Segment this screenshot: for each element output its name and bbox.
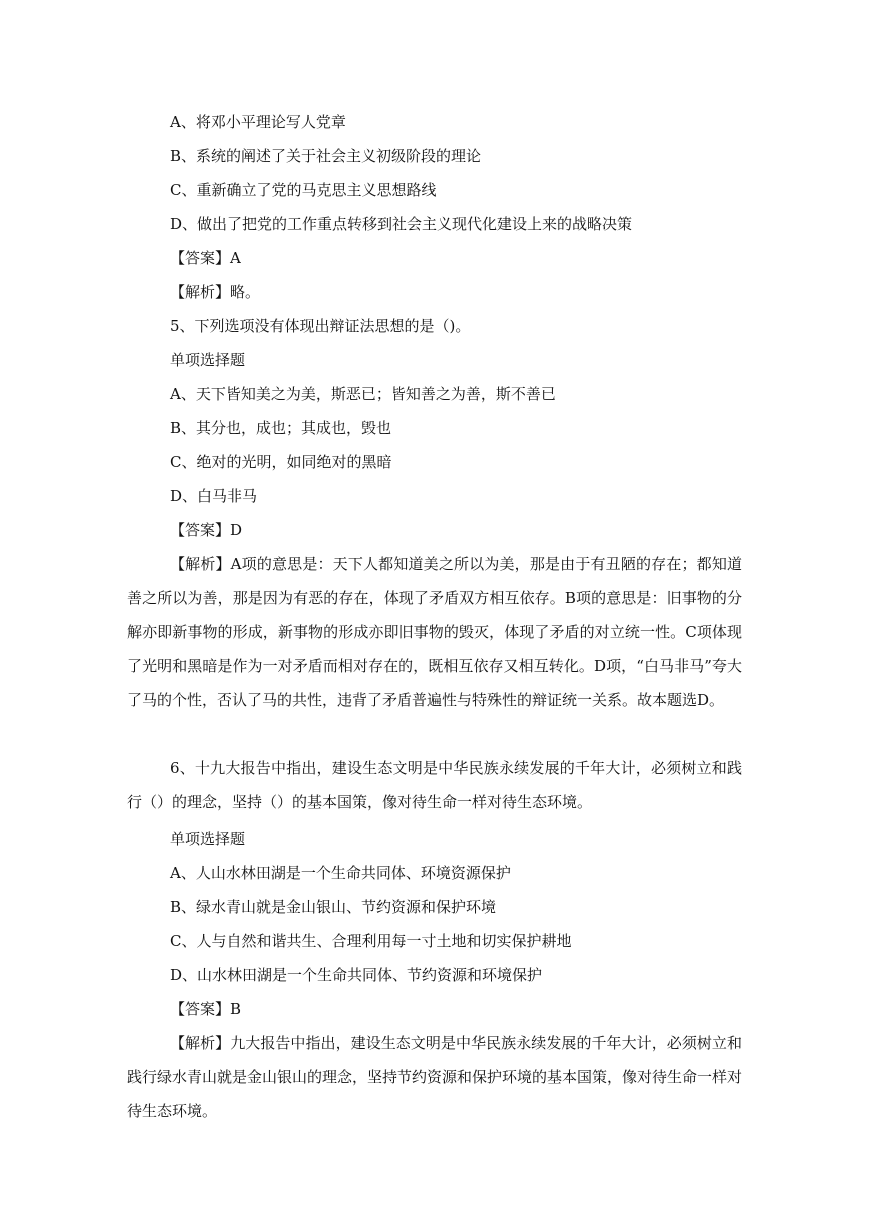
q4-option-b: B、系统的阐述了关于社会主义初级阶段的理论	[170, 147, 482, 165]
q5-type: 单项选择题	[170, 351, 246, 369]
q6-question: 6、十九大报告中指出，建设生态文明是中华民族永续发展的千年大计，必须树立和践行（）的理念，坚持（）的基本国策，像对待生命一样对待生态环境。	[127, 759, 742, 811]
q5-option-b: B、其分也，成也；其成也，毁也	[170, 419, 392, 437]
q6-option-a: A、人山水林田湖是一个生命共同体、环境资源保护	[170, 864, 511, 882]
q6-option-b: B、绿水青山就是金山银山、节约资源和保护环境	[170, 898, 497, 916]
q5-option-d: D、白马非马	[170, 487, 258, 505]
q6-option-c: C、人与自然和谐共生、合理利用每一寸土地和切实保护耕地	[170, 932, 572, 950]
q4-answer: 【答案】A	[170, 249, 241, 267]
q6-option-d: D、山水林田湖是一个生命共同体、节约资源和环境保护	[170, 966, 543, 984]
q5-answer: 【答案】D	[170, 521, 243, 539]
q4-option-a: A、将邓小平理论写人党章	[170, 113, 346, 131]
q5-analysis: 【解析】A项的意思是：天下人都知道美之所以为美，那是由于有丑陋的存在；都知道善之所以为善，那是因为有恶的存在，体现了矛盾双方相互依存。B项的意思是：旧事物的分解亦即新事物的形成，新事物的形成亦即旧事物的毁灭，体现了矛盾的对立统一性。C项体现了光明和黑暗是作为一对矛盾而相对存在的，既相互依存又相互转化。D项，“白马非马”夸大了马的个性，否认了马的共性，违背了矛盾普遍性与特殊性的辩证统一关系。故本题选D。	[127, 555, 742, 709]
q5-option-c: C、绝对的光明，如同绝对的黑暗	[170, 453, 392, 471]
q6-type: 单项选择题	[170, 830, 246, 848]
q6-analysis: 【解析】九大报告中指出，建设生态文明是中华民族永续发展的千年大计，必须树立和践行绿水青山就是金山银山的理念，坚持节约资源和保护环境的基本国策，像对待生命一样对待生态环境。	[127, 1034, 743, 1120]
q4-option-c: C、重新确立了党的马克思主义思想路线	[170, 181, 437, 199]
q4-option-d: D、做出了把党的工作重点转移到社会主义现代化建设上来的战略决策	[170, 215, 633, 233]
q4-analysis: 【解析】略。	[170, 283, 261, 301]
q5-option-a: A、天下皆知美之为美，斯恶已；皆知善之为善，斯不善已	[170, 385, 556, 403]
q5-question: 5、下列选项没有体现出辩证法思想的是（)。	[170, 317, 471, 335]
q6-answer: 【答案】B	[170, 1000, 242, 1018]
